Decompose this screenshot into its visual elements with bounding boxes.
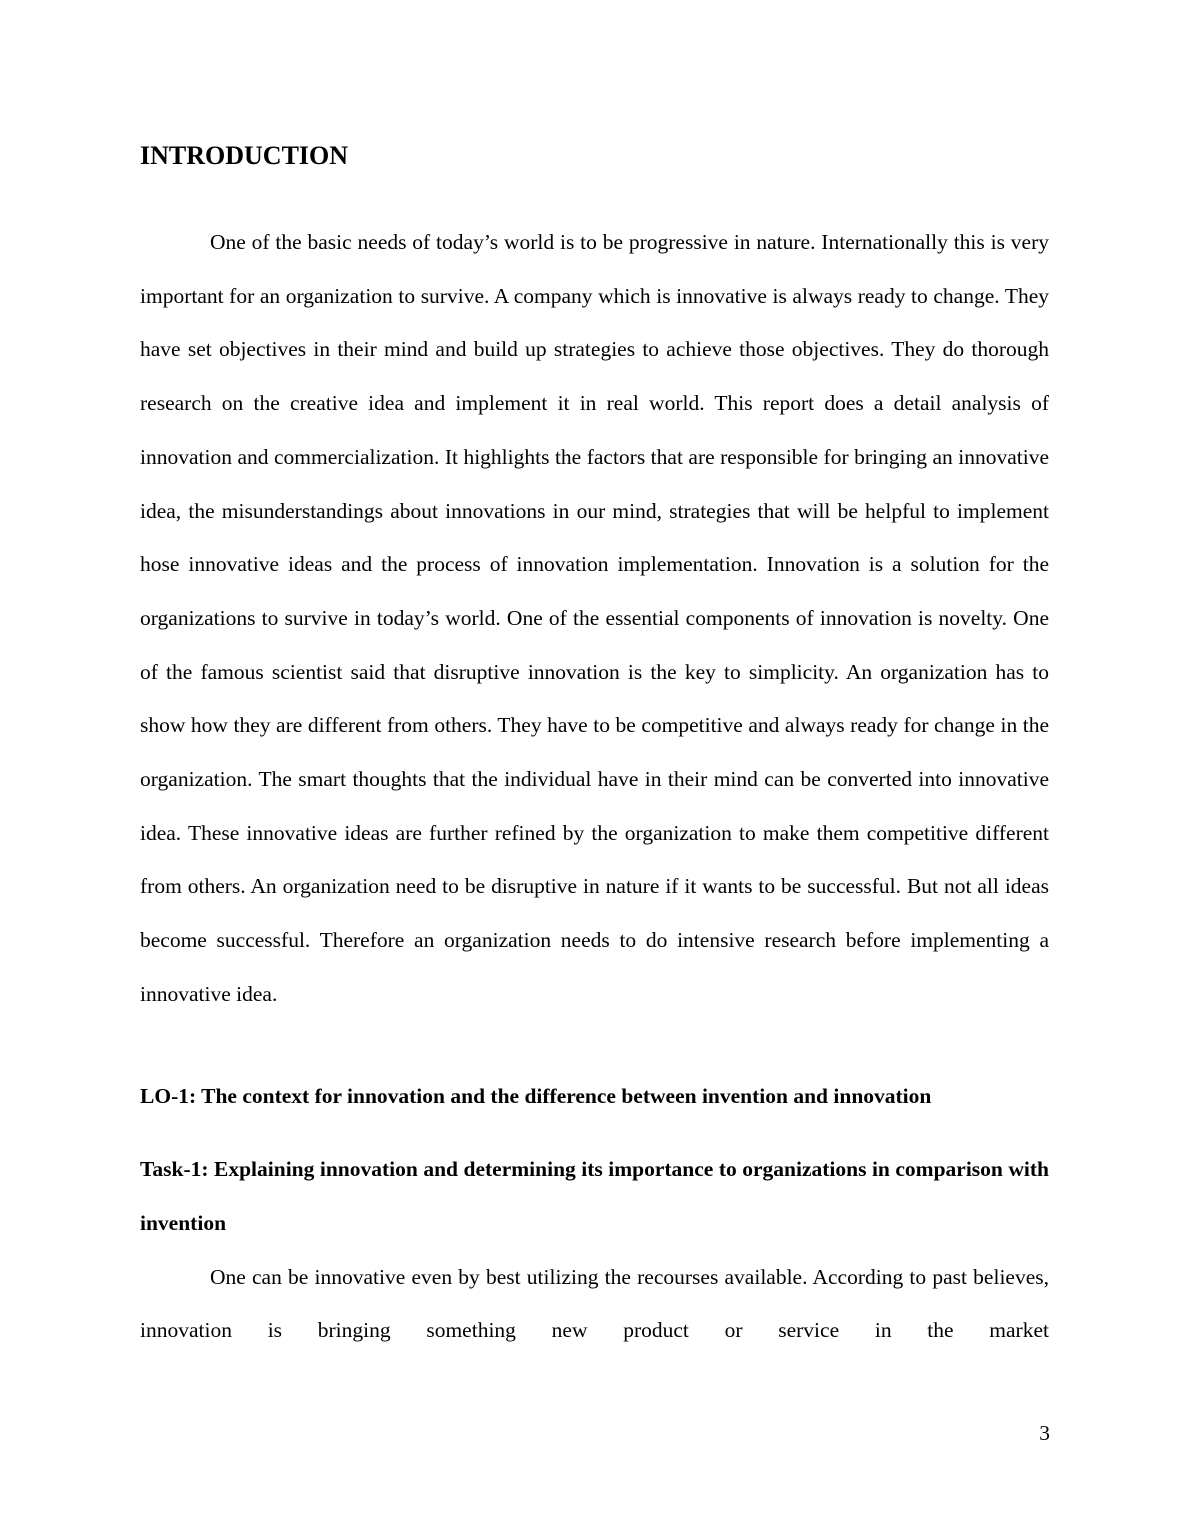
page-number: 3 <box>1039 1421 1050 1445</box>
task-1-heading: Task-1: Explaining innovation and determining its importance to organizations in comparison with invention <box>140 1157 1049 1235</box>
introduction-heading: INTRODUCTION <box>140 141 349 170</box>
introduction-paragraph: One of the basic needs of today’s world is to be progressive in nature. Internationally this is very important for an organization to survive. A company which is innovative is always ready to change. They have set objectives in their mind and build up strategies to achieve those objectives. They do thorough research on the creative idea and implement it in real world. This report does a detail analysis of innovation and commercialization. It highlights the factors that are responsible for bringing an innovative idea, the misunderstandings about innovations in our mind, strategies that will be helpful to implement hose innovative ideas and the process of innovation implementation. Innovation is a solution for the organizations to survive in today’s world. One of the essential components of innovation is novelty. One of the famous scientist said that disruptive innovation is the key to simplicity. An organization has to show how they are different from others. They have to be competitive and always ready for change in the organization. The smart thoughts that the individual have in their mind can be converted into innovative idea. These innovative ideas are further refined by the organization to make them competitive different from others. An organization need to be disruptive in nature if it wants to be successful. But not all ideas become successful. Therefore an organization needs to do intensive research before implementing a innovative idea. <box>140 230 1049 1006</box>
lo-1-heading: LO-1: The context for innovation and the difference between invention and innovation <box>140 1083 932 1108</box>
task-1-paragraph: One can be innovative even by best utilizing the recourses available. According to past believes, innovation is bringing something new product or service in the market <box>140 1264 1049 1343</box>
page-content <box>140 138 1049 1358</box>
